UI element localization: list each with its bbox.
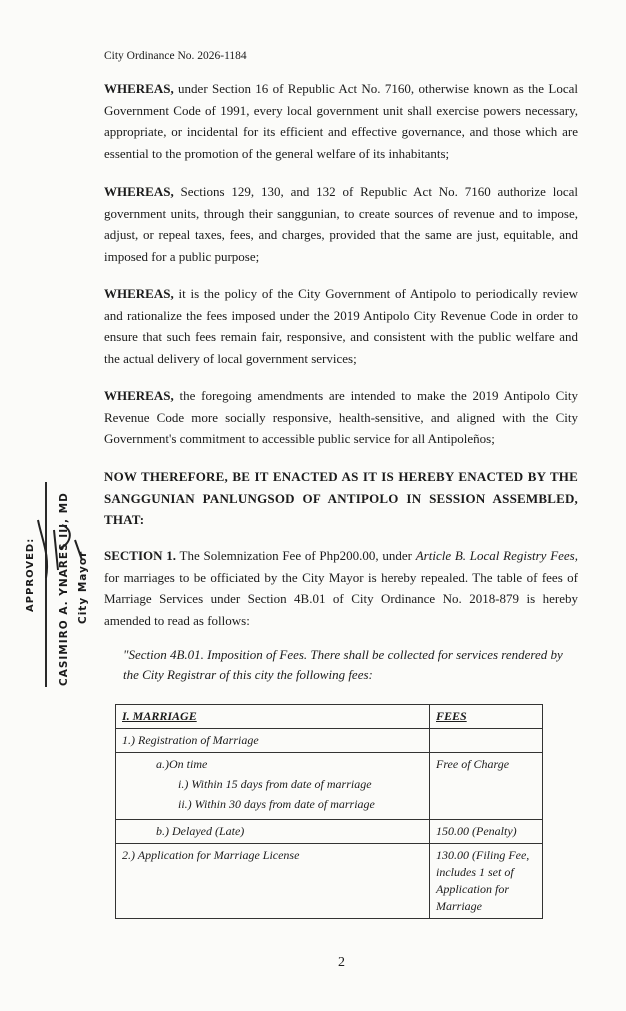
stamp-approved: APPROVED:: [25, 537, 36, 612]
table-row: [116, 844, 543, 919]
row-on-time: a.)On time: [156, 757, 208, 771]
row-registration: 1.) Registration of Marriage: [122, 733, 259, 747]
table-cell: [430, 820, 543, 844]
section-1-lead: SECTION 1.: [104, 548, 177, 563]
article-reference: Article B. Local Registry Fees,: [415, 548, 578, 563]
section-1-text-b: for marriages to be officiated by the City Mayor is hereby repealed. The table of fees of Marriage Services under Section 4B.01 of City Ordinance No. 2018-879 is hereby amended to read as follows:: [104, 569, 578, 628]
marriage-fees-table: [115, 704, 543, 919]
section-1-text-a: The Solemnization Fee of Php200.00, under: [176, 548, 416, 563]
table-header-item: [116, 705, 430, 729]
table-cell: [430, 844, 543, 919]
stamp-mayor-title: City Mayor: [77, 550, 89, 624]
page-number: 2: [338, 955, 345, 970]
table-cell: [116, 753, 430, 820]
row-within-15-days: i.) Within 15 days from date of marriage: [178, 777, 372, 791]
row-delayed: b.) Delayed (Late): [156, 824, 245, 838]
fee-filing: 130.00 (Filing Fee, includes 1 set of Application for Marriage: [436, 848, 530, 913]
table-row: [116, 820, 543, 844]
whereas-text: under Section 16 of Republic Act No. 7160, otherwise known as the Local Government Code of 1991, every local government unit shall exercise powers necessary, appropriate, or incidental for its efficient and effective governance, and those which are essential to the promotion of the general welfare of its inhabitants;: [104, 81, 578, 161]
table-cell: [116, 729, 430, 753]
whereas-text: it is the policy of the City Government of Antipolo to periodically review and rationalize the fees imposed under the 2019 Antipolo City Revenue Code in order to ensure that such fees remain fair, responsive, and consistent with the public welfare and the actual delivery of local government services;: [104, 286, 578, 366]
whereas-text: Sections 129, 130, and 132 of Republic Act No. 7160 authorize local government units, through their sanggunian, to create sources of revenue and to impose, adjust, or repeal taxes, fees, and charges, provided that the same are just, equitable, and imposed for a public purpose;: [104, 184, 578, 264]
table-cell: [116, 844, 430, 919]
header-fees: FEES: [436, 709, 467, 723]
fee-free-of-charge: Free of Charge: [436, 757, 510, 771]
whereas-lead: WHEREAS,: [104, 286, 174, 301]
whereas-lead: WHEREAS,: [104, 81, 174, 96]
whereas-paragraph-3: [104, 283, 578, 369]
row-within-30-days: ii.) Within 30 days from date of marriage: [178, 797, 375, 811]
table-row: [116, 729, 543, 753]
whereas-paragraph-4: [104, 385, 578, 450]
table-header-fee: [430, 705, 543, 729]
whereas-lead: WHEREAS,: [104, 184, 174, 199]
whereas-text: the foregoing amendments are intended to make the 2019 Antipolo City Revenue Code more socially responsive, health-sensitive, and aligned with the City Government's commitment to accessible public service for all Antipoleños;: [104, 388, 578, 446]
header-marriage: I. MARRIAGE: [122, 709, 197, 723]
enacting-clause: NOW THEREFORE, BE IT ENACTED AS IT IS HEREBY ENACTED BY THE SANGGUNIAN PANLUNGSOD OF ANTIPOLO IN SESSION ASSEMBLED, THAT:: [104, 469, 578, 527]
section-4b01-quote: "Section 4B.01. Imposition of Fees. There shall be collected for services rendered by the City Registrar of this city the following fees:: [123, 647, 563, 682]
section-1-paragraph: [104, 545, 578, 631]
whereas-paragraph-1: [104, 78, 578, 164]
signature-icon: [20, 500, 90, 590]
table-cell: [116, 820, 430, 844]
table-cell: [430, 753, 543, 820]
table-cell: [430, 729, 543, 753]
row-application-license: 2.) Application for Marriage License: [122, 848, 300, 862]
whereas-paragraph-2: [104, 181, 578, 267]
ordinance-reference: City Ordinance No. 2026-1184: [104, 50, 247, 62]
table-header-row: [116, 705, 543, 729]
stamp-mayor-name: CASIMIRO A. YNARES III, MD: [58, 492, 70, 686]
whereas-lead: WHEREAS,: [104, 388, 174, 403]
fee-penalty: 150.00 (Penalty): [436, 824, 517, 838]
table-row: [116, 753, 543, 820]
